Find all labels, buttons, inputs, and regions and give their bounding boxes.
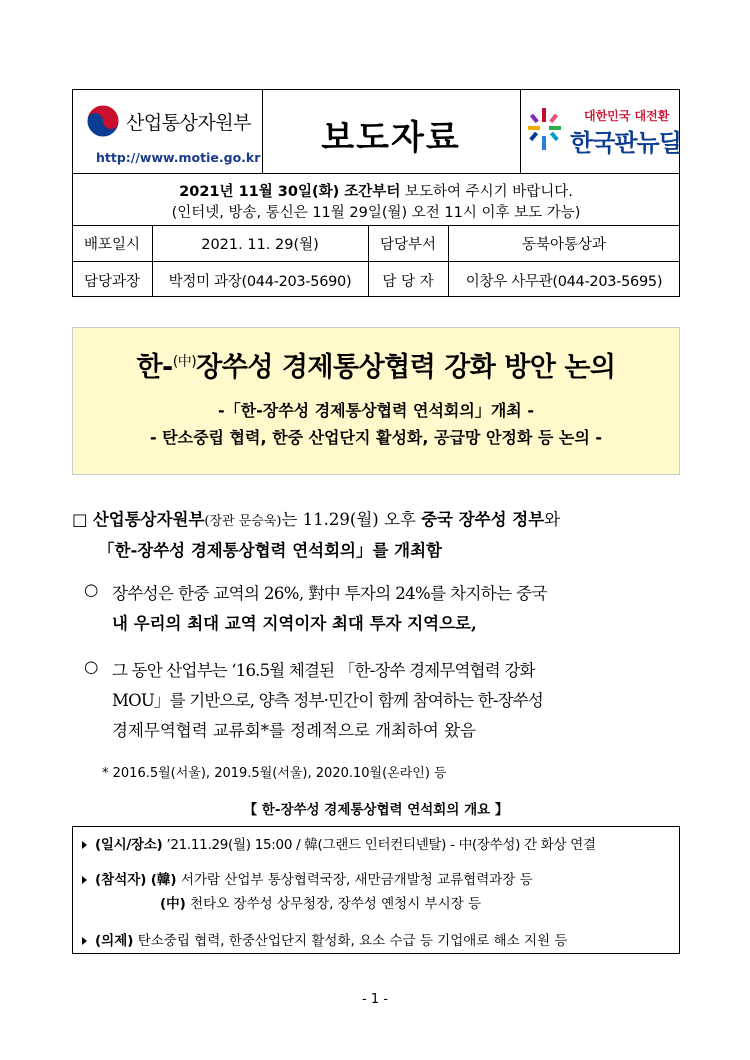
main-title <box>72 345 680 384</box>
circle-bullet-icon: ○ <box>84 657 99 676</box>
overview-text: ’21.11.29(월) 15:00 / 韓(그랜드 인터컨티넨탈) - 中(장쑤성) 간 화상 연결 <box>162 837 596 853</box>
paragraph-1-line1 <box>72 506 692 530</box>
new-deal-logo-icon <box>527 106 567 160</box>
director-value: 박정미 과장(044-203-5690) <box>168 274 352 290</box>
footnote: * 2016.5월(서울), 2019.5월(서울), 2020.10월(온라인) 등 <box>102 766 447 781</box>
overview-text: 서가람 산업부 통상협력국장, 새만금개발청 교류협력과장 등 <box>176 872 533 888</box>
overview-heading: 【 한-장쑤성 경제통상협력 연석회의 개요 】 <box>243 802 509 818</box>
overview-row-attendees <box>82 868 533 888</box>
square-bullet-icon: □ <box>72 510 88 529</box>
p1-emphasis: 산업통상자원부 <box>92 510 205 529</box>
p1-text: 는 11.29(월) 오후 <box>281 510 422 529</box>
arrow-bullet-icon <box>82 841 87 849</box>
subtitle-1: -「한-장쑤성 경제통상협력 연석회의」개최 - <box>218 401 534 420</box>
page-number: - 1 - <box>362 992 388 1007</box>
officer-label: 담 당 자 <box>382 274 434 290</box>
subtitle-2: - 탄소중립 협력, 한중 산업단지 활성화, 공급망 안정화 등 논의 - <box>149 428 603 447</box>
director-label: 담당과장 <box>83 274 141 290</box>
paragraph-3-line3: 경제무역협력 교류회*를 정례적으로 개최하여 왔음 <box>112 721 476 740</box>
arrow-bullet-icon <box>82 876 87 884</box>
header-divider <box>520 89 521 173</box>
p1-emphasis: 중국 장쑤성 정부 <box>421 510 545 529</box>
officer-value: 이창우 사무관(044-203-5695) <box>465 274 663 290</box>
dist-date-value: 2021. 11. 29(월) <box>201 237 319 253</box>
ministry-url[interactable]: http://www.motie.go.kr <box>96 150 261 165</box>
title-superscript: (中) <box>172 354 197 370</box>
embargo-notice-line2: (인터넷, 방송, 통신은 11월 29일(월) 오전 11시 이후 보도 가능) <box>171 205 581 221</box>
header-divider <box>72 225 680 226</box>
circle-bullet-icon: ○ <box>84 580 99 599</box>
overview-row-agenda <box>82 929 567 949</box>
paragraph-3-line2: MOU」를 기반으로, 양측 정부·민간이 함께 참여하는 한-장쑤성 <box>112 691 544 710</box>
embargo-date: 2021년 11월 30일(화) 조간부터 <box>179 184 401 200</box>
paragraph-3-line1: 그 동안 산업부는 ‘16.5월 체결된 「한-장쑤 경제무역협력 강화 <box>112 661 535 680</box>
p1-note: (장관 문승욱) <box>204 514 282 529</box>
press-release-title: 보도자료 <box>321 118 461 158</box>
ministry-name: 산업통상자원부 <box>126 112 251 134</box>
embargo-notice-line1 <box>72 180 680 201</box>
header-divider <box>72 173 680 174</box>
overview-label: (참석자) <box>95 872 147 888</box>
dept-value: 동북아통상과 <box>521 237 607 253</box>
paragraph-2-line1: 장쑤성은 한중 교역의 26%, 對中 투자의 24%를 차지하는 중국 <box>112 584 547 603</box>
arrow-bullet-icon <box>82 937 87 945</box>
dept-label: 담당부서 <box>379 237 437 253</box>
overview-label: (일시/장소) <box>95 837 163 853</box>
title-part: 장쑤성 경제통상협력 강화 방안 논의 <box>196 352 616 383</box>
overview-tag: (中) <box>160 896 186 912</box>
new-deal-tagline: 대한민국 대전환 <box>584 109 670 123</box>
paragraph-2-line2: 내 우리의 최대 교역 지역이자 최대 투자 지역으로, <box>112 614 477 633</box>
overview-text: 탄소중립 협력, 한중산업단지 활성화, 요소 수급 등 기업애로 해소 지원 등 <box>133 933 568 949</box>
ministry-emblem-icon <box>86 104 120 142</box>
header-divider <box>72 261 680 262</box>
new-deal-name: 한국판뉴딜 <box>570 129 681 157</box>
overview-tag: (韓) <box>150 872 177 888</box>
embargo-text: 보도하여 주시기 바랍니다. <box>400 184 573 200</box>
overview-text: 천타오 장쑤성 상무청장, 장쑤성 옌청시 부시장 등 <box>185 896 481 912</box>
p1-text: 와 <box>544 510 561 529</box>
overview-label: (의제) <box>95 933 134 949</box>
overview-row-datetime <box>82 833 596 853</box>
dist-date-label: 배포일시 <box>83 237 141 253</box>
overview-row-attendees-cn <box>160 892 481 912</box>
paragraph-1-line2: 「한-장쑤성 경제통상협력 연석회의」를 개최함 <box>98 541 442 560</box>
title-part: 한- <box>136 352 173 383</box>
